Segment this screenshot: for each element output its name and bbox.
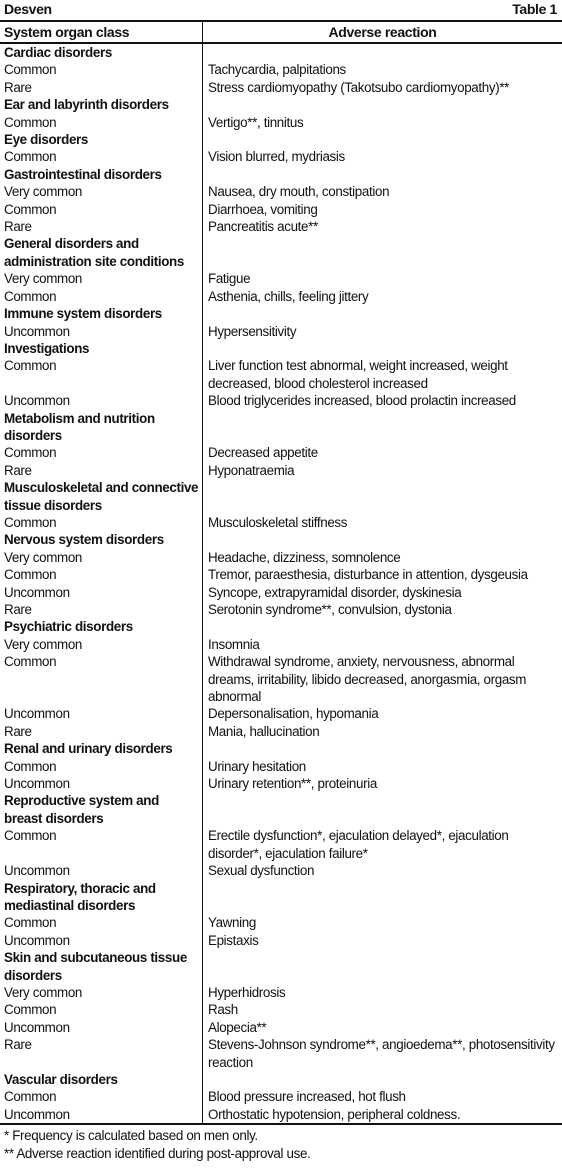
table-row (0, 549, 562, 566)
frequency-cell: Uncommon (4, 584, 70, 600)
organ-class-group (0, 131, 562, 166)
adverse-reaction-cell: Insomnia (208, 636, 260, 652)
adverse-reaction-cell: Erectile dysfunction*, ejaculation delayed*, ejaculation disorder*, ejaculation failure* (208, 828, 509, 861)
frequency-cell: Rare (4, 723, 32, 739)
table-title-row (0, 0, 562, 22)
adverse-reaction-cell: Yawning (208, 915, 256, 931)
table-row (0, 1106, 562, 1123)
frequency-cell: Rare (4, 219, 32, 235)
frequency-cell: Very common (4, 549, 83, 565)
organ-class-heading: Immune system disorders (4, 306, 162, 322)
frequency-cell: Uncommon (4, 776, 70, 792)
organ-class-group (0, 305, 562, 340)
table-row (0, 653, 562, 705)
adverse-reaction-cell: Syncope, extrapyramidal disorder, dyskinesia (208, 584, 462, 600)
frequency-cell: Rare (4, 79, 32, 95)
adverse-reaction-cell: Depersonalisation, hypomania (208, 706, 379, 722)
table-row (0, 79, 562, 96)
organ-class-group (0, 740, 562, 792)
frequency-cell: Uncommon (4, 863, 70, 879)
frequency-cell: Uncommon (4, 706, 70, 722)
organ-class-heading: General disorders and administration site conditions (4, 236, 184, 269)
frequency-cell: Common (4, 1089, 57, 1105)
adverse-reaction-cell: Epistaxis (208, 932, 259, 948)
organ-class-group (0, 531, 562, 618)
adverse-reaction-cell: Asthenia, chills, feeling jittery (208, 288, 369, 304)
table-header-row (0, 22, 562, 44)
organ-class-group (0, 44, 562, 96)
adverse-reaction-cell: Serotonin syndrome**, convulsion, dystonia (208, 602, 452, 617)
organ-class-heading: Renal and urinary disorders (4, 741, 173, 757)
table-row (0, 183, 562, 200)
adverse-reaction-cell: Mania, hallucination (208, 723, 320, 739)
adverse-reaction-cell: Rash (208, 1002, 238, 1018)
organ-class-heading: Investigations (4, 340, 90, 356)
frequency-cell: Common (4, 1002, 57, 1018)
table-row (0, 462, 562, 479)
frequency-cell: Common (4, 654, 57, 670)
adverse-reaction-cell: Stress cardiomyopathy (Takotsubo cardiomyopathy)** (208, 79, 510, 95)
adverse-reaction-cell: Stevens-Johnson syndrome**, angioedema**, photosensitivity reaction (208, 1037, 555, 1070)
table-row (0, 148, 562, 165)
table-row (0, 392, 562, 409)
table-row (0, 566, 562, 583)
frequency-cell: Common (4, 114, 57, 130)
table-body (0, 44, 562, 1123)
table-row (0, 584, 562, 601)
adverse-reaction-cell: Alopecia** (208, 1019, 267, 1035)
table-row (0, 862, 562, 879)
adverse-reaction-cell: Hyperhidrosis (208, 984, 286, 1000)
table-row (0, 984, 562, 1001)
organ-class-heading: Musculoskeletal and connective tissue disorders (4, 480, 199, 513)
frequency-cell: Very common (4, 984, 83, 1000)
column-header-system-organ-class: System organ class (0, 22, 203, 42)
organ-class-heading: Skin and subcutaneous tissue disorders (4, 950, 187, 983)
adverse-reaction-cell: Nausea, dry mouth, constipation (208, 184, 390, 200)
adverse-reaction-cell: Blood triglycerides increased, blood prolactin increased (208, 393, 516, 409)
adverse-reaction-cell: Fatigue (208, 271, 251, 287)
frequency-cell: Very common (4, 271, 83, 287)
frequency-cell: Uncommon (4, 393, 70, 409)
adverse-reaction-cell: Hypersensitivity (208, 323, 297, 339)
frequency-cell: Common (4, 567, 57, 583)
frequency-cell: Common (4, 828, 57, 844)
frequency-cell: Rare (4, 1037, 32, 1053)
organ-class-heading: Cardiac disorders (4, 45, 112, 60)
table-row (0, 601, 562, 618)
table-row (0, 758, 562, 775)
frequency-cell: Uncommon (4, 1019, 70, 1035)
adverse-reaction-cell: Blood pressure increased, hot flush (208, 1089, 406, 1105)
adverse-reaction-cell: Diarrhoea, vomiting (208, 201, 318, 217)
organ-class-heading: Respiratory, thoracic and mediastinal disorders (4, 880, 156, 913)
adverse-reaction-cell: Vertigo**, tinnitus (208, 114, 304, 130)
organ-class-heading: Reproductive system and breast disorders (4, 793, 159, 826)
adverse-reaction-cell: Sexual dysfunction (208, 863, 315, 879)
table-row (0, 636, 562, 653)
adverse-reaction-cell: Liver function test abnormal, weight increased, weight decreased, blood cholesterol increased (208, 358, 508, 391)
adverse-reaction-cell: Pancreatitis acute** (208, 219, 318, 235)
table-row (0, 1036, 562, 1071)
organ-class-heading: Metabolism and nutrition disorders (4, 410, 155, 443)
frequency-cell: Common (4, 62, 57, 78)
organ-class-group (0, 618, 562, 740)
table-row (0, 444, 562, 461)
organ-class-group (0, 949, 562, 1071)
organ-class-heading: Vascular disorders (4, 1071, 118, 1087)
organ-class-heading: Psychiatric disorders (4, 619, 133, 635)
organ-class-group (0, 235, 562, 305)
table-row (0, 201, 562, 218)
table-row (0, 218, 562, 235)
table-row (0, 932, 562, 949)
frequency-cell: Rare (4, 462, 32, 478)
frequency-cell: Common (4, 915, 57, 931)
adverse-reaction-cell: Vision blurred, mydriasis (208, 149, 345, 165)
table-row (0, 1088, 562, 1105)
footnotes (0, 1125, 562, 1162)
organ-class-group (0, 340, 562, 410)
table-row (0, 705, 562, 722)
organ-class-group (0, 479, 562, 531)
table-row (0, 723, 562, 740)
table-row (0, 514, 562, 531)
table-label: Table 1 (512, 1, 557, 18)
column-header-adverse-reaction: Adverse reaction (328, 24, 437, 40)
footnote: ** Adverse reaction identified during post-approval use. (4, 1145, 311, 1161)
organ-class-group (0, 410, 562, 480)
table-row (0, 323, 562, 340)
adverse-reaction-cell: Headache, dizziness, somnolence (208, 549, 401, 565)
frequency-cell: Common (4, 201, 57, 217)
product-name: Desven (4, 1, 52, 18)
frequency-cell: Rare (4, 602, 32, 617)
table-row (0, 827, 562, 862)
frequency-cell: Common (4, 288, 57, 304)
adverse-reaction-cell: Urinary hesitation (208, 758, 306, 774)
frequency-cell: Common (4, 445, 57, 461)
table-row (0, 114, 562, 131)
organ-class-group (0, 792, 562, 879)
frequency-cell: Very common (4, 184, 83, 200)
frequency-cell: Uncommon (4, 323, 70, 339)
frequency-cell: Uncommon (4, 932, 70, 948)
organ-class-group (0, 166, 562, 236)
frequency-cell: Common (4, 149, 57, 165)
frequency-cell: Common (4, 758, 57, 774)
organ-class-group (0, 880, 562, 950)
adverse-reaction-cell: Musculoskeletal stiffness (208, 514, 348, 530)
adverse-reaction-cell: Tachycardia, palpitations (208, 62, 346, 78)
frequency-cell: Common (4, 514, 57, 530)
organ-class-heading: Gastrointestinal disorders (4, 166, 162, 182)
frequency-cell: Common (4, 358, 57, 374)
organ-class-heading: Nervous system disorders (4, 532, 164, 548)
organ-class-heading: Eye disorders (4, 132, 89, 148)
adverse-reaction-cell: Tremor, paraesthesia, disturbance in attention, dysgeusia (208, 567, 528, 583)
table-row (0, 288, 562, 305)
frequency-cell: Uncommon (4, 1106, 70, 1122)
organ-class-group (0, 96, 562, 131)
table-row (0, 357, 562, 392)
table-row (0, 1001, 562, 1018)
adverse-reaction-cell: Urinary retention**, proteinuria (208, 776, 377, 792)
organ-class-heading: Ear and labyrinth disorders (4, 97, 169, 113)
organ-class-group (0, 1071, 562, 1123)
adverse-reaction-cell: Withdrawal syndrome, anxiety, nervousness, abnormal dreams, irritability, libido decreased, anorgasmia, orgasm abnormal (208, 654, 527, 705)
table-row (0, 775, 562, 792)
footnote: * Frequency is calculated based on men only. (4, 1128, 258, 1144)
table-row (0, 270, 562, 287)
table-row (0, 61, 562, 78)
table-row (0, 1019, 562, 1036)
adverse-reaction-cell: Orthostatic hypotension, peripheral coldness. (208, 1106, 461, 1122)
adverse-reaction-cell: Hyponatraemia (208, 462, 295, 478)
adverse-reaction-cell: Decreased appetite (208, 445, 318, 461)
frequency-cell: Very common (4, 636, 83, 652)
table-row (0, 914, 562, 931)
